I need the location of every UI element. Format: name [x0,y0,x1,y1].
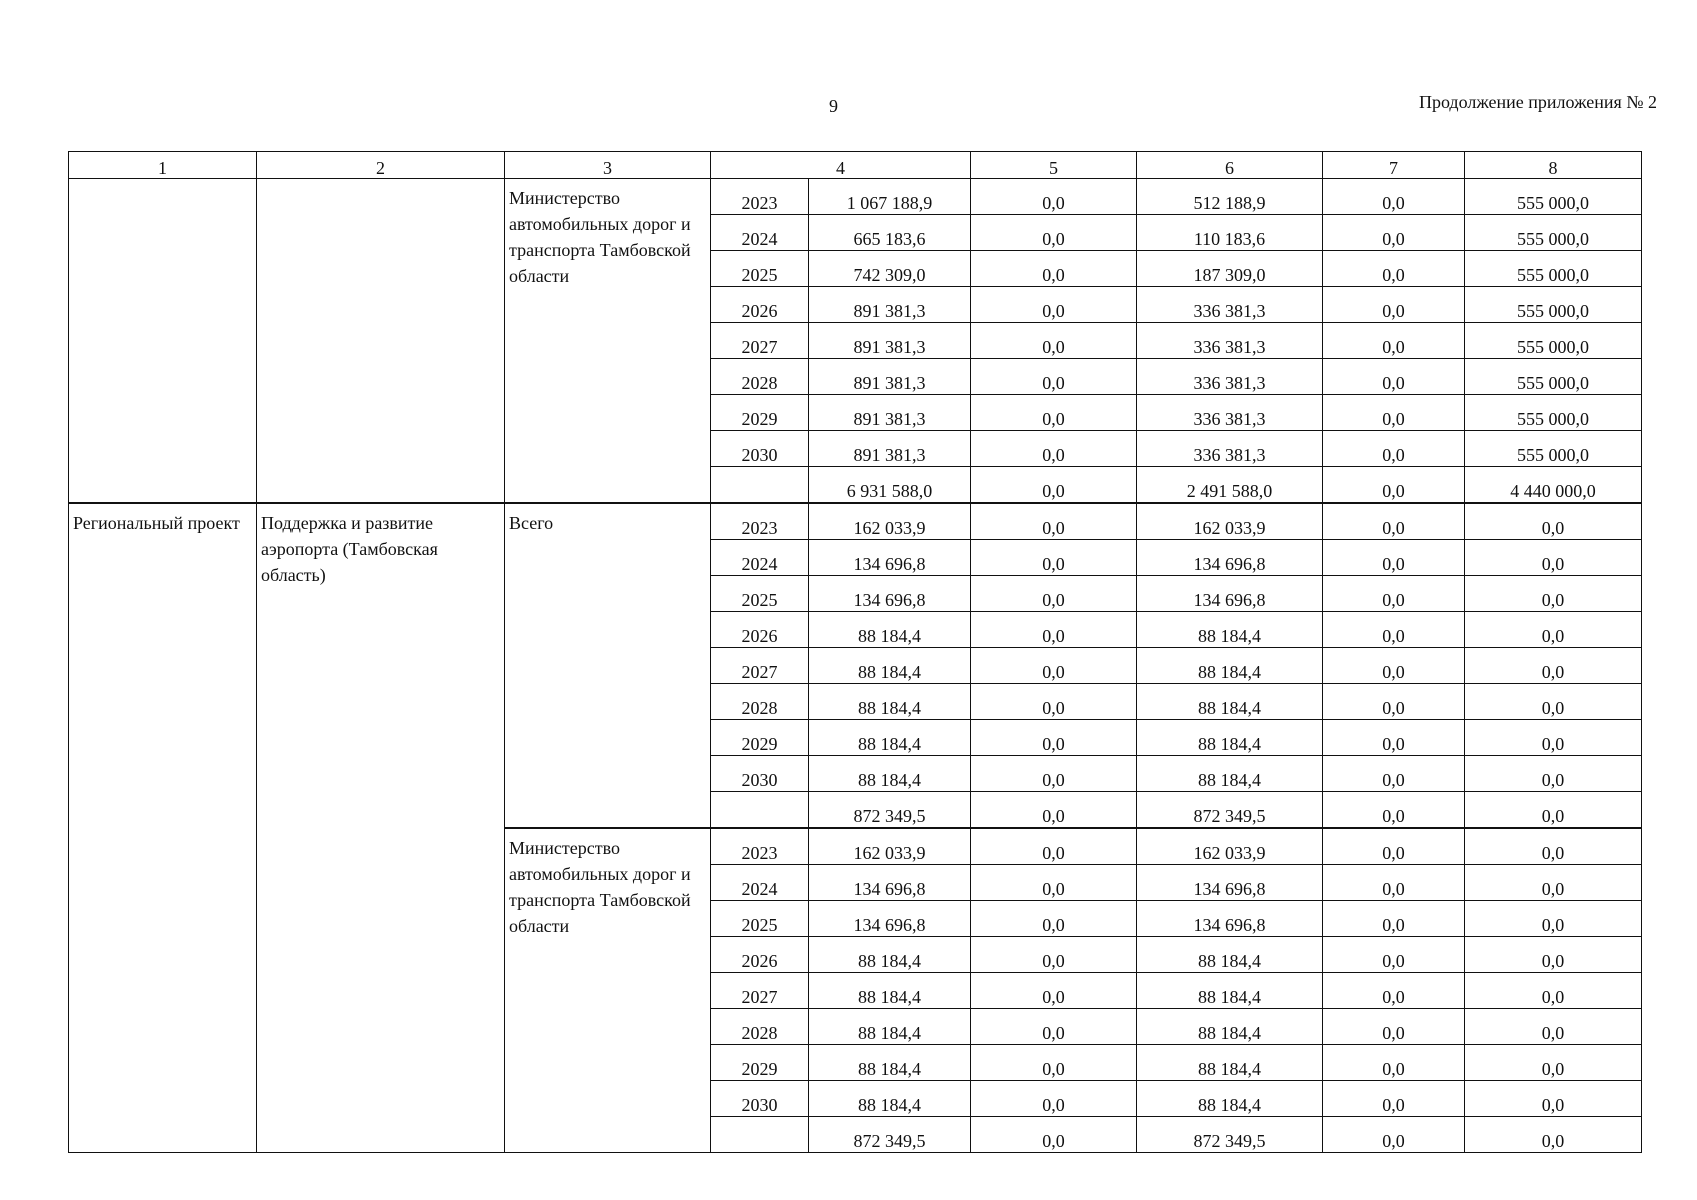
value-cell: 555 000,0 [1465,395,1642,431]
year-cell: 2029 [711,1045,809,1081]
value-cell: 0,0 [1323,901,1465,937]
value-cell: 0,0 [1323,251,1465,287]
year-cell: 2028 [711,1009,809,1045]
year-cell: 2026 [711,937,809,973]
value-cell: 0,0 [1323,503,1465,540]
total-cell: 1 067 188,9 [809,179,971,215]
value-cell: 0,0 [1323,865,1465,901]
total-cell: 872 349,5 [809,792,971,829]
value-cell: 0,0 [971,576,1137,612]
value-cell: 134 696,8 [1137,576,1323,612]
year-cell: 2030 [711,431,809,467]
year-cell: 2023 [711,828,809,865]
value-cell: 88 184,4 [1137,973,1323,1009]
value-cell: 0,0 [1323,792,1465,829]
year-cell: 2028 [711,359,809,395]
value-cell: 0,0 [1465,865,1642,901]
year-cell: 2026 [711,287,809,323]
year-cell: 2027 [711,648,809,684]
total-cell: 88 184,4 [809,973,971,1009]
value-cell: 134 696,8 [1137,865,1323,901]
value-cell: 0,0 [971,1009,1137,1045]
value-cell: 0,0 [1465,1081,1642,1117]
value-cell: 0,0 [1323,1009,1465,1045]
year-cell: 2024 [711,540,809,576]
value-cell: 0,0 [971,828,1137,865]
value-cell: 0,0 [1323,215,1465,251]
value-cell: 336 381,3 [1137,323,1323,359]
column-header: 1 [69,152,257,179]
value-cell: 2 491 588,0 [1137,467,1323,504]
page-number: 9 [829,96,838,116]
value-cell: 0,0 [971,973,1137,1009]
value-cell: 555 000,0 [1465,251,1642,287]
value-cell: 0,0 [971,179,1137,215]
value-cell: 0,0 [971,467,1137,504]
total-cell: 891 381,3 [809,323,971,359]
responsible-cell: Министерство автомобильных дорог и транспорта Тамбовской области [505,179,711,504]
value-cell: 0,0 [1323,937,1465,973]
value-cell: 872 349,5 [1137,1117,1323,1153]
value-cell: 0,0 [1323,828,1465,865]
total-cell: 88 184,4 [809,612,971,648]
value-cell: 0,0 [1323,576,1465,612]
year-cell: 2029 [711,720,809,756]
value-cell: 0,0 [1465,792,1642,829]
column-header: 8 [1465,152,1642,179]
total-cell: 134 696,8 [809,576,971,612]
value-cell: 0,0 [971,215,1137,251]
value-cell: 0,0 [1323,323,1465,359]
total-cell: 162 033,9 [809,828,971,865]
value-cell: 0,0 [971,1045,1137,1081]
value-cell: 0,0 [1465,1009,1642,1045]
value-cell: 0,0 [1465,828,1642,865]
year-cell: 2029 [711,395,809,431]
value-cell: 88 184,4 [1137,648,1323,684]
value-cell: 0,0 [971,395,1137,431]
value-cell: 555 000,0 [1465,359,1642,395]
year-cell: 2023 [711,179,809,215]
value-cell: 88 184,4 [1137,612,1323,648]
year-cell: 2028 [711,684,809,720]
value-cell: 0,0 [1465,503,1642,540]
value-cell: 162 033,9 [1137,503,1323,540]
value-cell: 872 349,5 [1137,792,1323,829]
value-cell: 0,0 [1323,648,1465,684]
column-header: 6 [1137,152,1323,179]
value-cell: 0,0 [1465,720,1642,756]
value-cell: 88 184,4 [1137,1045,1323,1081]
total-cell: 162 033,9 [809,503,971,540]
value-cell: 555 000,0 [1465,431,1642,467]
value-cell: 512 188,9 [1137,179,1323,215]
year-cell: 2027 [711,323,809,359]
value-cell: 88 184,4 [1137,756,1323,792]
year-cell: 2024 [711,865,809,901]
total-cell: 88 184,4 [809,648,971,684]
value-cell: 0,0 [1465,756,1642,792]
value-cell: 336 381,3 [1137,395,1323,431]
value-cell: 162 033,9 [1137,828,1323,865]
column-header: 7 [1323,152,1465,179]
value-cell: 0,0 [1323,756,1465,792]
value-cell: 0,0 [1465,901,1642,937]
value-cell: 134 696,8 [1137,540,1323,576]
value-cell: 0,0 [971,251,1137,287]
value-cell: 0,0 [971,431,1137,467]
total-cell: 88 184,4 [809,937,971,973]
value-cell: 0,0 [971,792,1137,829]
value-cell: 0,0 [1323,1045,1465,1081]
value-cell: 0,0 [1323,1117,1465,1153]
value-cell: 4 440 000,0 [1465,467,1642,504]
value-cell: 0,0 [1323,467,1465,504]
total-cell: 891 381,3 [809,395,971,431]
total-cell: 88 184,4 [809,684,971,720]
value-cell: 555 000,0 [1465,179,1642,215]
total-cell: 891 381,3 [809,287,971,323]
year-cell: 2030 [711,1081,809,1117]
value-cell: 0,0 [1465,1117,1642,1153]
value-cell: 0,0 [971,648,1137,684]
value-cell: 0,0 [971,756,1137,792]
project-name-cell [257,179,505,504]
value-cell: 0,0 [1465,648,1642,684]
total-cell: 6 931 588,0 [809,467,971,504]
value-cell: 0,0 [971,1117,1137,1153]
year-cell [711,792,809,829]
total-cell: 872 349,5 [809,1117,971,1153]
value-cell: 0,0 [971,287,1137,323]
year-cell: 2023 [711,503,809,540]
value-cell: 336 381,3 [1137,359,1323,395]
column-header: 5 [971,152,1137,179]
year-cell: 2027 [711,973,809,1009]
value-cell: 0,0 [1323,684,1465,720]
total-cell: 88 184,4 [809,1009,971,1045]
value-cell: 0,0 [1323,395,1465,431]
project-type-cell [69,179,257,504]
year-cell: 2025 [711,576,809,612]
value-cell: 0,0 [1465,684,1642,720]
value-cell: 555 000,0 [1465,323,1642,359]
value-cell: 0,0 [1465,937,1642,973]
value-cell: 555 000,0 [1465,287,1642,323]
value-cell: 88 184,4 [1137,1009,1323,1045]
value-cell: 0,0 [971,937,1137,973]
year-cell [711,1117,809,1153]
total-cell: 134 696,8 [809,865,971,901]
value-cell: 88 184,4 [1137,937,1323,973]
value-cell: 134 696,8 [1137,901,1323,937]
total-cell: 891 381,3 [809,359,971,395]
table-row [69,503,1642,540]
value-cell: 336 381,3 [1137,287,1323,323]
total-cell: 134 696,8 [809,540,971,576]
value-cell: 88 184,4 [1137,720,1323,756]
value-cell: 0,0 [1465,612,1642,648]
total-cell: 88 184,4 [809,720,971,756]
value-cell: 0,0 [971,540,1137,576]
value-cell: 0,0 [1323,179,1465,215]
document-subtitle: Продолжение приложения № 2 [1418,92,1657,112]
year-cell: 2030 [711,756,809,792]
budget-table [68,151,1642,1153]
value-cell: 0,0 [971,503,1137,540]
responsible-cell: Всего [505,503,711,828]
value-cell: 0,0 [1323,1081,1465,1117]
total-cell: 88 184,4 [809,756,971,792]
value-cell: 0,0 [971,323,1137,359]
column-header: 2 [257,152,505,179]
value-cell: 0,0 [1465,1045,1642,1081]
value-cell: 0,0 [971,901,1137,937]
value-cell: 88 184,4 [1137,1081,1323,1117]
value-cell: 0,0 [1323,431,1465,467]
column-header: 3 [505,152,711,179]
total-cell: 891 381,3 [809,431,971,467]
value-cell: 0,0 [1465,576,1642,612]
value-cell: 0,0 [1465,540,1642,576]
value-cell: 0,0 [1323,973,1465,1009]
value-cell: 0,0 [971,612,1137,648]
value-cell: 110 183,6 [1137,215,1323,251]
value-cell: 0,0 [971,359,1137,395]
table-row [69,179,1642,215]
value-cell: 0,0 [971,1081,1137,1117]
column-header: 4 [711,152,971,179]
value-cell: 0,0 [971,865,1137,901]
value-cell: 0,0 [1323,540,1465,576]
value-cell: 0,0 [1323,720,1465,756]
total-cell: 742 309,0 [809,251,971,287]
year-cell: 2025 [711,901,809,937]
total-cell: 88 184,4 [809,1081,971,1117]
value-cell: 0,0 [1323,359,1465,395]
value-cell: 0,0 [971,684,1137,720]
value-cell: 555 000,0 [1465,215,1642,251]
total-cell: 665 183,6 [809,215,971,251]
value-cell: 187 309,0 [1137,251,1323,287]
total-cell: 88 184,4 [809,1045,971,1081]
project-name-cell: Поддержка и развитие аэропорта (Тамбовская область) [257,503,505,1153]
year-cell [711,467,809,504]
total-cell: 134 696,8 [809,901,971,937]
value-cell: 0,0 [1465,973,1642,1009]
year-cell: 2024 [711,215,809,251]
year-cell: 2025 [711,251,809,287]
value-cell: 0,0 [971,720,1137,756]
value-cell: 336 381,3 [1137,431,1323,467]
project-type-cell: Региональный проект [69,503,257,1153]
value-cell: 0,0 [1323,287,1465,323]
year-cell: 2026 [711,612,809,648]
responsible-cell: Министерство автомобильных дорог и транспорта Тамбовской области [505,828,711,1153]
column-number-row [69,152,1642,179]
value-cell: 88 184,4 [1137,684,1323,720]
value-cell: 0,0 [1323,612,1465,648]
